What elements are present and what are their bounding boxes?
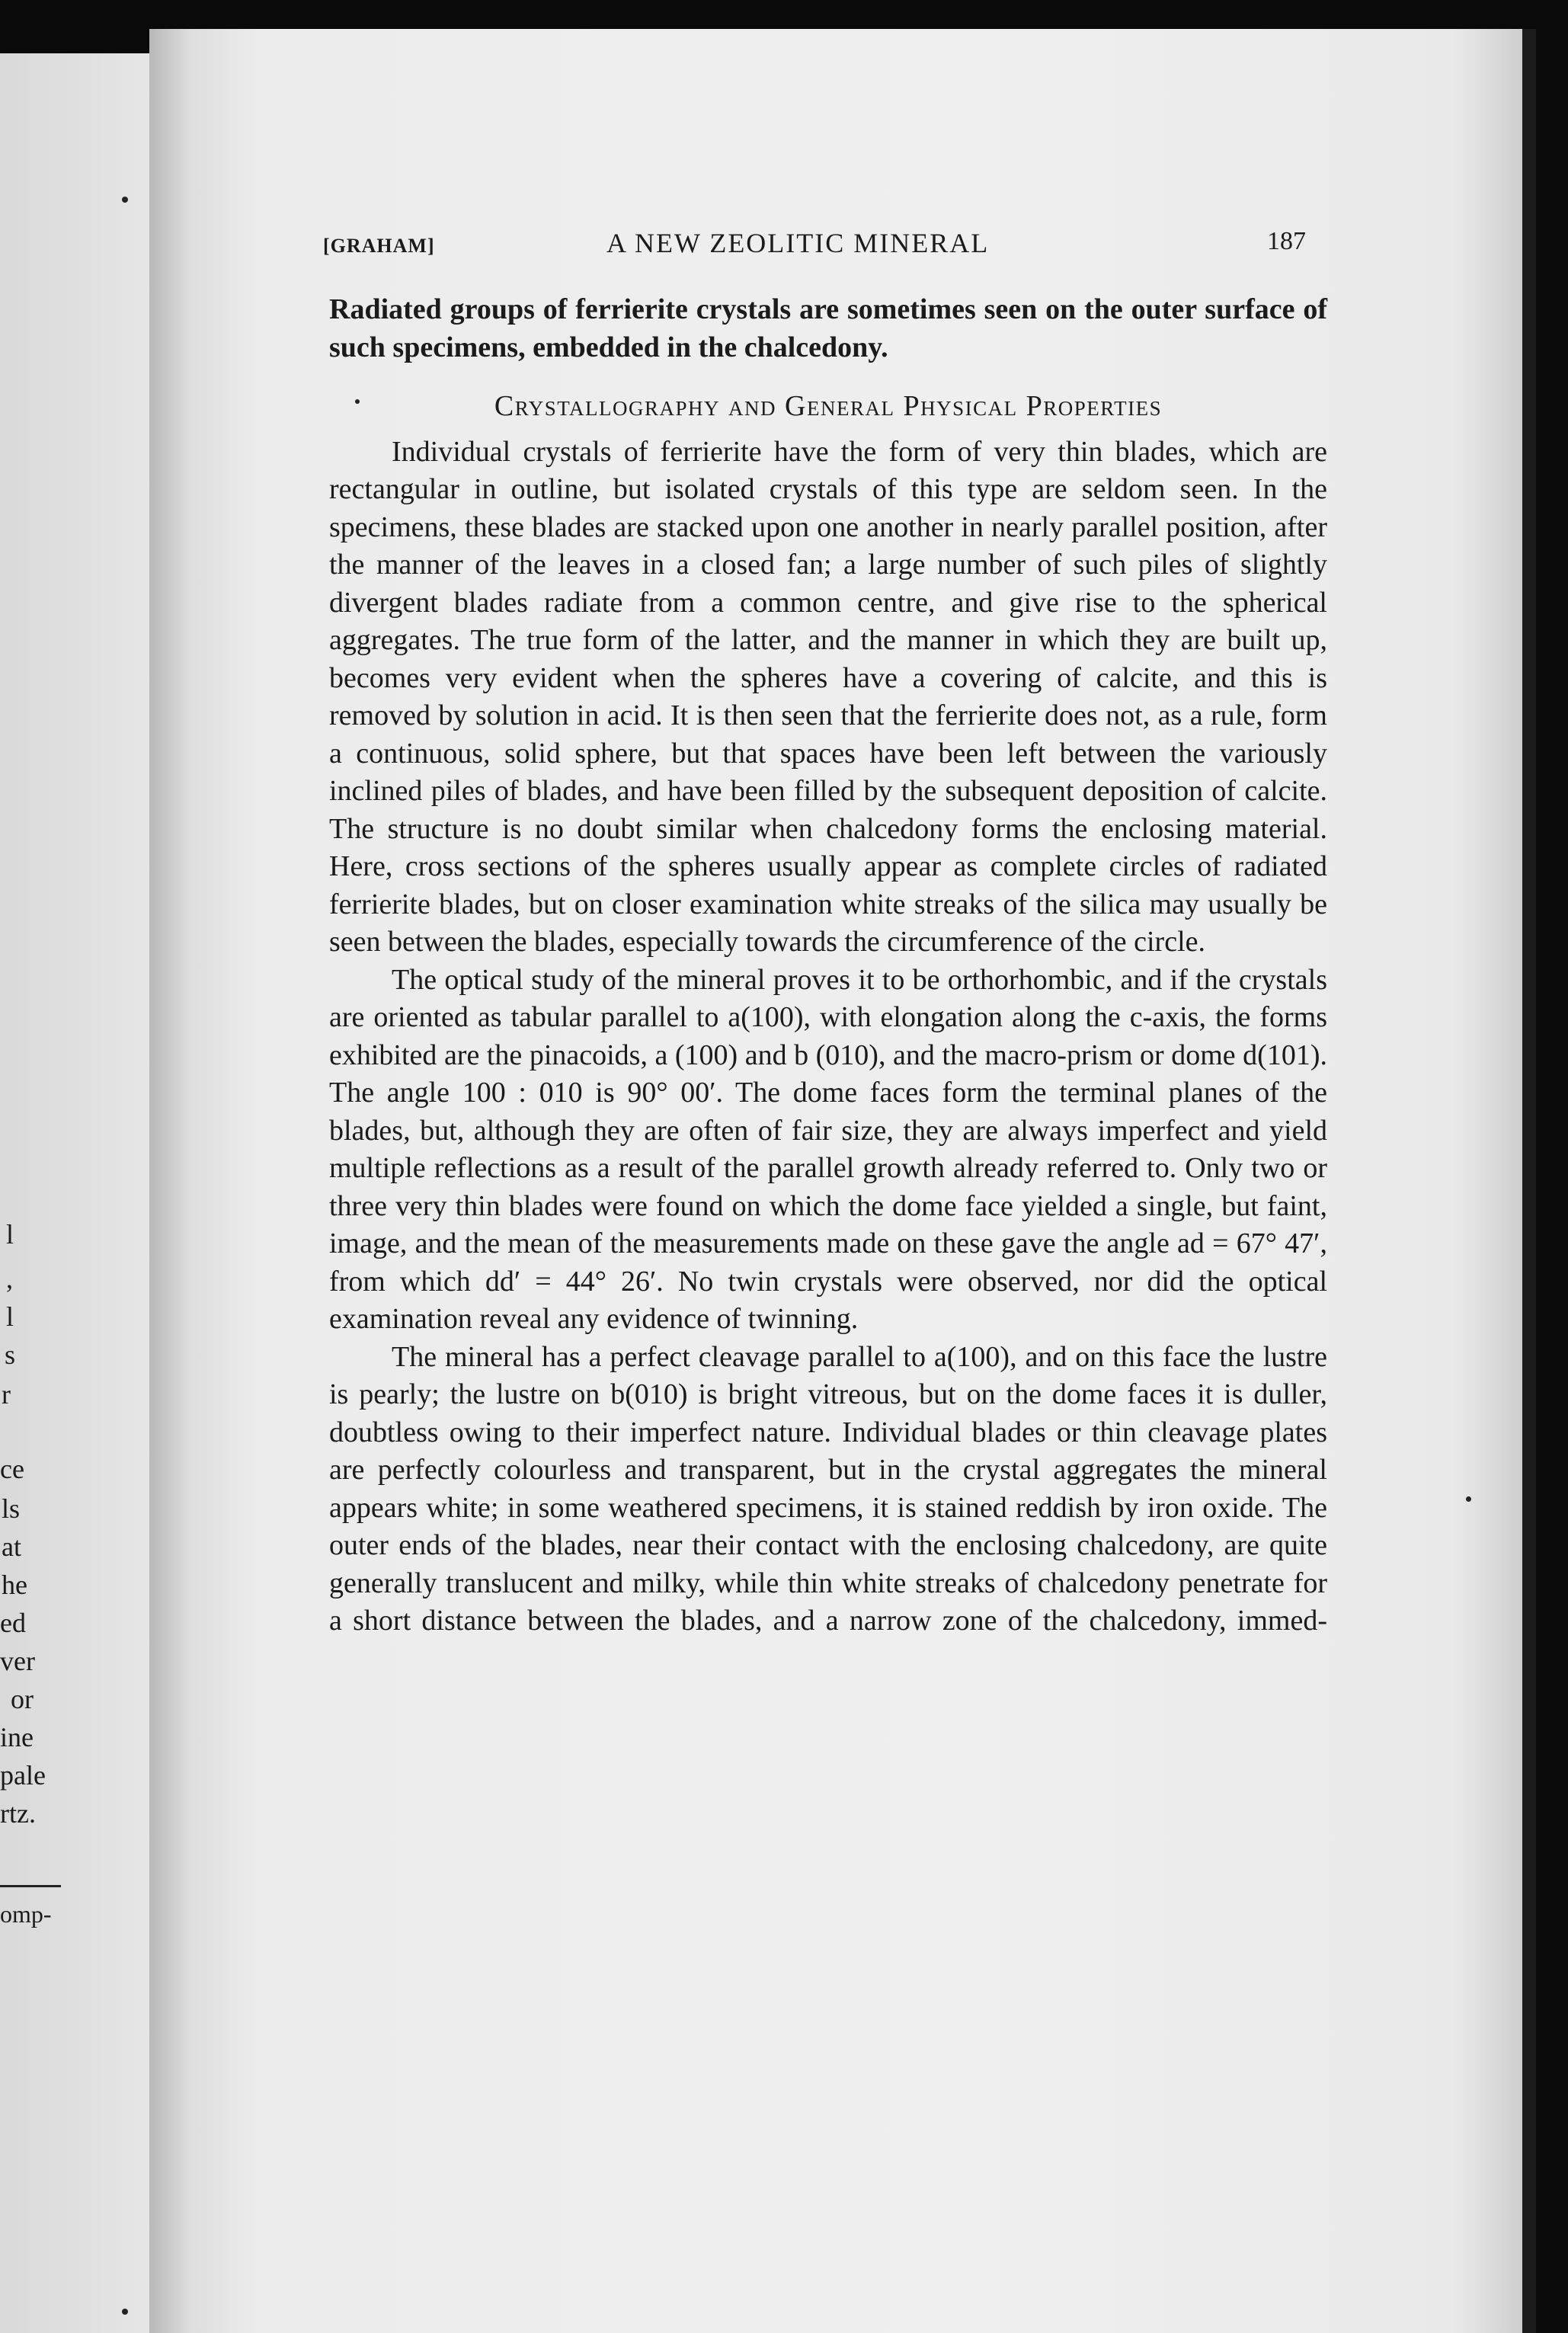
left-page-fragment-text: , [6,1263,13,1294]
left-page-fragment-text: s [5,1339,16,1370]
intro-paragraph: Radiated groups of ferrierite crystals are sometimes seen on the outer surface of such specimens, embedded in the chalcedony. [329,293,1327,363]
body-paragraph: Individual crystals of ferrierite have the form of very thin blades, which are rectangular in outline, but isolated crystals of this type are seldom seen. In the specimens, these blades are stacked upon one another in nearly parallel position, after the manner of the leaves in a closed fan; a large number of such piles of slightly divergent blades radiate from a common centre, and give rise to the spherical aggregates. The true form of the latter, and the manner in which they are built up, becomes very evident when the spheres have a covering of calcite, and this is removed by solution in acid. It is then seen that the ferrierite does not, as a rule, form a continuous, solid sphere, but that spaces have been left between the variously inclined piles of blades, and have been filled by the subsequent deposition of calcite. The structure is no doubt similar when chalcedony forms the enclosing material. Here, cross sections of the spheres usually appear as complete circles of radiated ferrierite blades, but on closer examination white streaks of the silica may usually be seen between the blades, especially towards the circumference of the circle. [329,435,1327,958]
left-page-fragment-text: r [2,1379,11,1410]
running-head-author: [GRAHAM] [323,235,435,257]
left-page-fragment-text: ls [2,1493,21,1524]
left-page-fragment-text: l [6,1219,14,1250]
page-number: 187 [1267,227,1306,255]
left-page-fragment-text: omp- [0,1900,52,1928]
running-head-title: A NEW ZEOLITIC MINERAL [606,228,990,258]
left-page-fragment-text: ed [0,1608,26,1638]
speck-mark [122,2309,128,2315]
left-page-fragment-text: l [6,1301,14,1332]
left-page-fragment-text: rtz. [0,1798,36,1829]
left-page-fragment-text: ce [0,1454,24,1484]
speck-mark [1466,1496,1471,1502]
article-body [329,291,1327,1640]
right-page-edge-shadow [1522,29,1536,2333]
footnote-rule [0,1885,61,1887]
body-paragraph: The optical study of the mineral proves it to be orthorhombic, and if the crystals are oriented as tabular parallel to a(100), with elongation along the c-axis, the forms exhibited are the pinacoids, a (100) and b (010), and the macro-prism or dome d(101). The angle 100 : 010 is 90° 00′. The dome faces form the terminal planes of the blades, but, although they are often of fair size, they are always imperfect and yield multiple reflections as a result of the parallel growth already referred to. Only two or three very thin blades were found on which the dome face yielded a single, but faint, image, and the mean of the measurements made on these gave the angle ad = 67° 47′, from which dd′ = 44° 26′. No twin crystals were observed, nor did the optical examination reveal any evidence of twinning. [329,963,1327,1335]
body-paragraph: The mineral has a perfect cleavage parallel to a(100), and on this face the lustre is pearly; the lustre on b(010) is bright vitreous, but on the dome faces it is duller, doubtless owing to their imperfect nature. Individual blades or thin cleavage plates are perfectly colourless and transparent, but in the crystal aggregates the mineral appears white; in some weathered specimens, it is stained reddish by iron oxide. The outer ends of the blades, near their contact with the enclosing chalcedony, are quite generally translucent and milky, while thin white streaks of chalcedony penetrate for a short distance between the blades, and a narrow zone of the chalcedony, immed- [329,1340,1327,1637]
speck-mark [122,197,128,203]
left-page-fragment-text: ine [0,1722,34,1752]
left-page-fragment-text: or [11,1684,34,1714]
left-page-fragment-text: ver [0,1646,35,1676]
left-page-fragment-text: he [2,1570,27,1600]
running-head [323,227,1306,261]
left-page-fragment-text: at [2,1531,21,1562]
section-heading: Crystallography and General Physical Properties [494,390,1163,422]
left-page-fragment-text: pale [0,1760,46,1791]
